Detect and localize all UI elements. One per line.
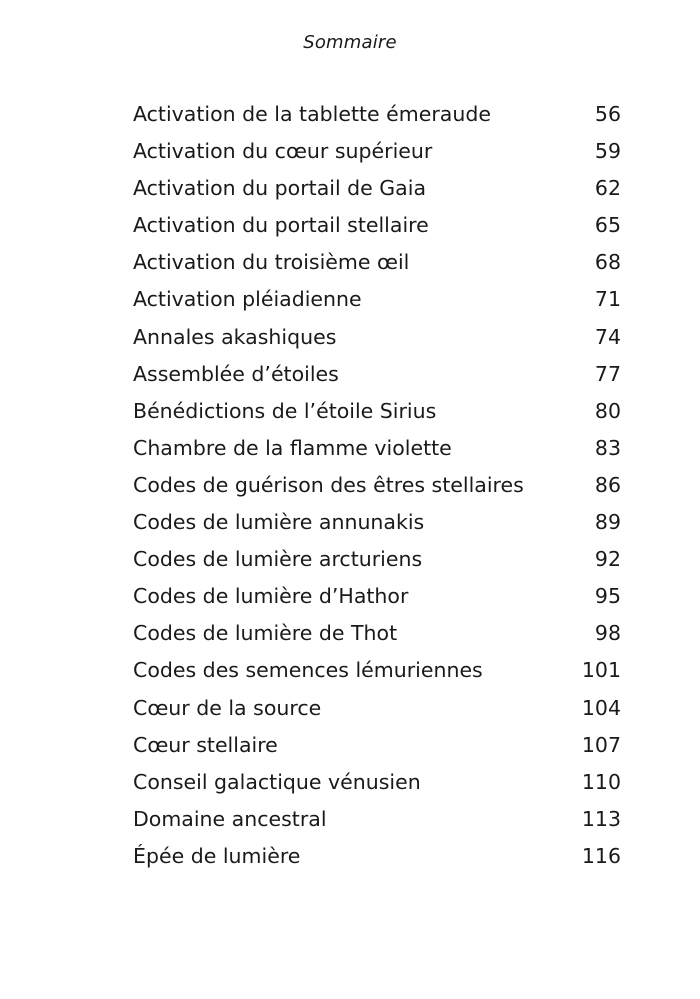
toc-entry — [133, 504, 621, 541]
toc-entry-page: 110 — [581, 769, 621, 794]
toc-entry-page: 95 — [594, 584, 621, 609]
toc-entry-title: Activation de la tablette émeraude — [133, 102, 491, 126]
toc-entry — [133, 170, 621, 207]
toc-entry-title: Domaine ancestral — [133, 806, 327, 831]
toc-entry-title: Activation pléiadienne — [133, 287, 362, 312]
toc-entry-page: 71 — [594, 287, 621, 312]
toc-entry-page: 101 — [581, 658, 621, 683]
toc-entry-title: Cœur stellaire — [133, 732, 278, 757]
toc-entry-title: Activation du portail stellaire — [133, 213, 429, 238]
toc-entry-page: 89 — [594, 510, 621, 535]
toc-entry-title: Codes de lumière de Thot — [133, 621, 398, 646]
toc-entry-page: 56 — [594, 102, 621, 126]
toc-entry-title: Activation du troisième œil — [133, 250, 410, 275]
toc-entry — [133, 207, 621, 244]
toc-entry — [133, 430, 621, 467]
toc-entry-page: 83 — [594, 435, 621, 460]
toc-entry — [133, 764, 621, 801]
toc-entry-title: Codes des semences lémuriennes — [133, 658, 483, 683]
toc-entry-title: Codes de lumière annunakis — [133, 510, 425, 535]
toc-entry — [133, 319, 621, 356]
toc-entry-title: Codes de lumière arcturiens — [133, 547, 423, 572]
toc-entry-page: 77 — [594, 361, 621, 386]
toc-entry — [133, 281, 621, 318]
toc-entry — [133, 578, 621, 615]
toc-entry — [133, 393, 621, 430]
toc-entry — [133, 96, 621, 133]
toc-entry-page: 92 — [594, 547, 621, 572]
page-title: Sommaire — [303, 32, 397, 53]
toc-entry-title: Bénédictions de l’étoile Sirius — [133, 398, 437, 423]
toc-entry-page: 65 — [594, 213, 621, 238]
toc-entry — [133, 615, 621, 652]
toc-entry-page: 107 — [581, 732, 621, 757]
toc-entry-page: 59 — [594, 139, 621, 164]
toc-entry — [133, 356, 621, 393]
toc-entry — [133, 133, 621, 170]
toc-entry-page: 86 — [594, 472, 621, 497]
toc-entry — [133, 690, 621, 727]
toc-entry — [133, 727, 621, 764]
toc-entry-title: Épée de lumière — [133, 843, 301, 868]
toc-entry-title: Activation du cœur supérieur — [133, 139, 433, 164]
toc-entry-title: Codes de guérison des êtres stellaires — [133, 472, 524, 497]
toc-entry-title: Conseil galactique vénusien — [133, 769, 421, 794]
toc-entry — [133, 244, 621, 281]
toc-entry-page: 74 — [594, 324, 621, 349]
toc-entry-title: Cœur de la source — [133, 695, 322, 720]
toc-entry — [133, 838, 621, 875]
toc-entry-page: 68 — [594, 250, 621, 275]
toc-entry-page: 116 — [581, 843, 621, 868]
toc-entry-title: Activation du portail de Gaia — [133, 176, 427, 201]
toc-entry-title: Codes de lumière d’Hathor — [133, 584, 409, 609]
table-of-contents — [133, 96, 621, 875]
toc-entry-title: Chambre de la flamme violette — [133, 435, 452, 460]
toc-entry-page: 98 — [594, 621, 621, 646]
toc-entry — [133, 467, 621, 504]
toc-entry-page: 80 — [594, 398, 621, 423]
toc-entry — [133, 541, 621, 578]
toc-entry-page: 104 — [581, 695, 621, 720]
toc-entry-page: 62 — [594, 176, 621, 201]
toc-entry-title: Annales akashiques — [133, 324, 337, 349]
toc-entry — [133, 652, 621, 689]
toc-entry — [133, 801, 621, 838]
toc-entry-page: 113 — [581, 806, 621, 831]
toc-entry-title: Assemblée d’étoiles — [133, 361, 339, 386]
